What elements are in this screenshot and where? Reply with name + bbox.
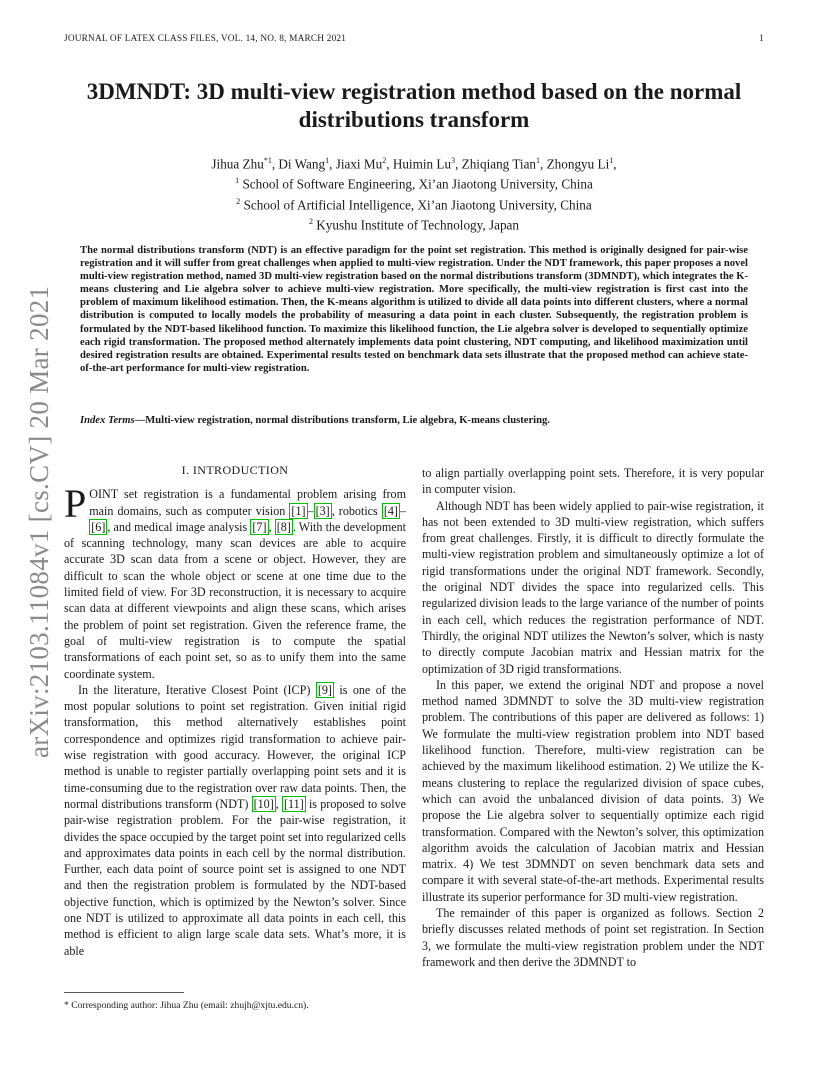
paragraph: Although NDT has been widely applied to pair-wise registration, it has not been extended to 3D multi-view registration, which suffers from great challenges. Firstly, it is difficult to directly formulate the multi-view registration problem and simultaneously optimize a lot of rigid transformations under the original NDT framework. Secondly, the original NDT divides the space into regularized cells. This regularized division leads to the large variance of the number of points in each cell, which reduces the registration performance of NDT. Thirdly, the original NDT utilizes the Newton’s solver, which is nasty to directly compute Jacobian matrix and Hessian matrix for the optimization of 3D rigid transformations. bbox=[422, 498, 764, 676]
citation-link[interactable]: [6] bbox=[91, 519, 106, 534]
paragraph: In this paper, we extend the original NDT and propose a novel method named 3DMNDT to solve the 3D multi-view registration problem. The contributions of this paper are delivered as follows: 1) We formulate the multi-view registration problem into NDT based likelihood function. Therefore, multi-view registration can be achieved by the maximum likelihood estimation. 2) We utilize the K-means clustering to replace the regularized division of space cubes, which can avoid the unbalanced division of data points. 3) We propose the Lie algebra solver to sequentially optimize each rigid transformation. Compared with the Newton’s solver, this optimization algorithm avoids the calculation of Jacobian matrix and Hessian matrix. 4) We test 3DMNDT on seven benchmark data sets and compare it with several state-of-the-art methods. Experimental results illustrate its superior performance for 3D multi-view registration. bbox=[422, 677, 764, 904]
citation-link[interactable]: [9] bbox=[317, 682, 332, 697]
affiliation-mark: 2 bbox=[308, 217, 313, 227]
footnote: * Corresponding author: Jihua Zhu (email: zhujh@xjtu.edu.cn). bbox=[64, 1000, 309, 1011]
author-name: Huimin Lu bbox=[392, 156, 452, 172]
section-heading: I. INTRODUCTION bbox=[181, 463, 289, 477]
right-column bbox=[422, 465, 764, 970]
citation-link[interactable]: [7] bbox=[252, 519, 267, 534]
affiliation-text: School of Software Engineering, Xi’an Jiaotong University, China bbox=[242, 176, 593, 192]
affiliation-mark: 1 bbox=[235, 176, 240, 186]
author-name: Jiaxi Mu bbox=[335, 156, 383, 172]
text-run: , bbox=[275, 796, 283, 811]
text-run: , bbox=[268, 519, 275, 534]
affiliation bbox=[64, 172, 764, 192]
paragraph bbox=[64, 682, 406, 959]
abstract: The normal distributions transform (NDT) is an effective paradigm for the point set registration. This method is originally designed for pair-wise registration and it will suffer from great challenges when applied to multi-view registration. Under the NDT framework, this paper proposes a novel multi-view registration method, named 3D multi-view registration based on the normal distributions transform (3DMNDT), which integrates the K-means clustering and Lie algebra solver to achieve multi-view registration. More specifically, the multi-view registration is first cast into the problem of maximum likelihood estimation. Then, the K-means algorithm is utilized to divide all data points into different clusters, where a normal distribution is computed to locally models the probability of measuring a data point in each cluster. Subsequently, the registration problem is formulated by the NDT-based likelihood function. To maximize this likelihood function, the Lie algebra solver is developed to sequentially optimize each rigid transformation. The proposed method alternately implements data point clustering, NDT computing, and likelihood maximization until desired registration results are obtained. Experimental results tested on benchmark data sets illustrate that the proposed method can achieve state-of-the-art performance for multi-view registration. bbox=[80, 245, 748, 374]
running-head-text: JOURNAL OF LATEX CLASS FILES, VOL. 14, NO. 8, MARCH 2021 bbox=[64, 34, 347, 44]
left-column bbox=[64, 462, 406, 959]
text-run: – bbox=[307, 503, 314, 518]
citation-link[interactable]: [3] bbox=[315, 503, 330, 518]
text-run: is one of the most popular solutions to point set registration. Given initial rigid transformation, this method alternatively establishes point correspondence and optimizes rigid transformation to achieve pair-wise registration with good accuracy. However, the original ICP method is unable to register partially overlapping point sets and it is time-consuming due to the registration over raw data points. Then, the normal distributions transform (NDT) bbox=[64, 682, 406, 811]
citation-link[interactable]: [8] bbox=[276, 519, 291, 534]
author-affiliation-mark: 2 bbox=[382, 156, 387, 165]
citation-link[interactable]: [4] bbox=[383, 503, 398, 518]
author-affiliation-mark: *1 bbox=[263, 156, 272, 165]
index-terms bbox=[80, 414, 748, 427]
text-run: – bbox=[399, 503, 406, 518]
arxiv-stamp[interactable]: arXiv:2103.11084v1 [cs.CV] 20 Mar 2021 bbox=[24, 285, 54, 758]
author-block bbox=[64, 152, 764, 234]
author-list: Jihua Zhu$^{*1}$, Di Wang$^1$, Jiaxi Mu$^2$, Huimin Lu$^3$, Zhiqiang Tian$^1$, Zhongyu Li$^1$, bbox=[211, 156, 617, 172]
author-affiliation-mark: 1 bbox=[536, 156, 541, 165]
text-run: , and medical image analysis bbox=[107, 519, 251, 534]
drop-cap: P bbox=[64, 481, 87, 527]
affiliation bbox=[64, 193, 764, 213]
author-name: Zhongyu Li bbox=[546, 156, 610, 172]
paper-title: 3DMNDT: 3D multi-view registration method based on the normal distributions transform bbox=[86, 79, 742, 132]
author-affiliation-mark: 3 bbox=[451, 156, 456, 165]
affiliation bbox=[64, 213, 764, 233]
running-header bbox=[64, 34, 764, 44]
author-affiliation-mark: 1 bbox=[325, 156, 330, 165]
paragraph: The remainder of this paper is organized as follows. Section 2 briefly discusses related methods of point set registration. In Section 3, we formulate the multi-view registration problem under the NDT framework and then derive the 3DMNDT to bbox=[422, 906, 764, 969]
index-terms-text: —Multi-view registration, normal distributions transform, Lie algebra, K-means clustering. bbox=[134, 415, 550, 426]
index-terms-label: Index Terms bbox=[80, 415, 135, 426]
affiliation-text: Kyushu Institute of Technology, Japan bbox=[316, 217, 519, 233]
affiliation-text: School of Artificial Intelligence, Xi’an Jiaotong University, China bbox=[243, 197, 592, 213]
paragraph: to align partially overlapping point sets. Therefore, it is very popular in computer vision. bbox=[422, 466, 764, 497]
citation-link[interactable]: [1] bbox=[291, 503, 306, 518]
affiliation-mark: 2 bbox=[236, 196, 241, 206]
footnote-divider bbox=[64, 992, 184, 993]
text-run: is proposed to solve pair-wise registration problem. For the pair-wise registration, it divides the space occupied by the target point set into regularized cells and approximates data points in each cell by the normal distribution. Further, each data point of source point set is assigned to one NDT and then the registration problem is formulated by the NDT-based objective function, which is optimized by the Newton’s solver. Since one NDT is utilized to approximate all data points in each cell, this method is efficient to align large scale data sets. What’s more, it is able bbox=[64, 796, 406, 958]
text-run: In the literature, Iterative Closest Point (ICP) bbox=[78, 682, 316, 697]
author-name: Jihua Zhu bbox=[211, 156, 264, 172]
text-run: , robotics bbox=[331, 503, 382, 518]
text-run: . With the development of scanning technology, many scan devices are able to acquire accurate 3D scan data from a scene or object. However, they are difficult to scan the whole object or scene at one time due to the limited field of view. For 3D reconstruction, it is necessary to acquire scan data at different viewpoints and align these scans, which arises the problem of point set registration. Given the reference frame, the goal of multi-view registration is to compute the spatial transformations of each point set, so as to unify them into the same coordinate system. bbox=[64, 519, 407, 681]
page-number: 1 bbox=[759, 34, 764, 44]
paragraph bbox=[64, 481, 407, 682]
text-run: OINT set registration is a fundamental problem arising from main domains, such as computer vision bbox=[89, 487, 406, 518]
citation-link[interactable]: [10] bbox=[253, 796, 274, 811]
author-affiliation-mark: 1 bbox=[609, 156, 614, 165]
citation-link[interactable]: [11] bbox=[284, 796, 304, 811]
author-name: Zhiqiang Tian bbox=[461, 156, 537, 172]
author-name: Di Wang bbox=[278, 156, 326, 172]
